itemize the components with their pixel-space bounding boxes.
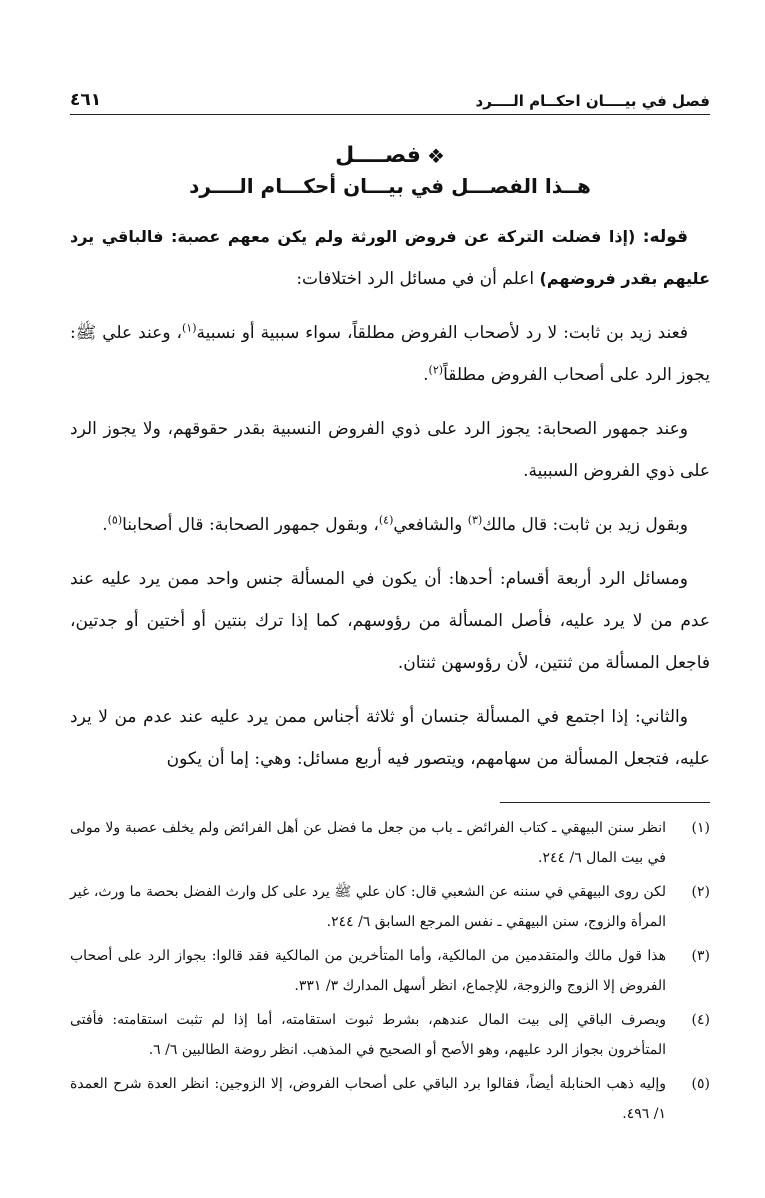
section-label-text: فصــــل bbox=[335, 143, 421, 168]
footnote-ref[interactable]: (٤) bbox=[378, 513, 394, 527]
footnote-ref[interactable]: (٢) bbox=[428, 363, 444, 377]
footnote-divider bbox=[500, 802, 710, 803]
paragraph-6: والثاني: إذا اجتمع في المسألة جنسان أو ثلاثة أجناس ممن يرد عليه عند عدم من لا يرد عليه، فتجعل المسألة من سهامهم، ويتصور فيه أربع مسائل: وهي: إما أن يكون bbox=[70, 707, 710, 769]
section-subtitle: هــذا الفصـــل في بيـــان أحكـــام الــــرد bbox=[189, 174, 591, 198]
paragraph-text: وبقول زيد بن ثابت: قال مالك bbox=[482, 515, 688, 535]
footnote bbox=[70, 813, 710, 873]
paragraph-1 bbox=[70, 216, 710, 300]
paragraph-text: ، وبقول جمهور الصحابة: قال أصحابنا bbox=[122, 515, 379, 535]
paragraph-text: . bbox=[423, 365, 429, 385]
running-title: فصل في بيــــان احكــام الــــرد bbox=[475, 92, 710, 110]
lead-word: قوله: bbox=[642, 227, 688, 247]
paragraph-text: والشافعي bbox=[393, 515, 468, 535]
paragraph-5: ومسائل الرد أربعة أقسام: أحدها: أن يكون في المسألة جنس واحد ممن يرد عليه عند عدم من لا يرد عليه، فأصل المسألة من رؤوسهم، كما إذا ترك بنتين أو أختين أو جدتين، فاجعل المسألة من ثنتين، لأن رؤوسهن ثنتان. bbox=[70, 569, 710, 673]
footnote-text: لكن روى البيهقي في سننه عن الشعبي قال: كان علي ﷺ يرد على كل وارث الفضل بحصة ما ورث، غير المرأة والزوج، سنن البيهقي ـ نفس المرجع السابق ٦/ ٢٤٤. bbox=[70, 884, 666, 930]
section-label bbox=[335, 143, 445, 168]
paragraph-text: فعند زيد بن ثابت: لا رد لأصحاب الفروض مطلقاً، سواء سببية أو نسبية bbox=[196, 323, 688, 343]
footnote-text: انظر سنن البيهقي ـ كتاب الفرائض ـ باب من جعل ما فضل عن أهل الفرائض ولم يخلف عصبة ولا مولى في بيت المال ٦/ ٢٤٤. bbox=[70, 820, 666, 866]
paragraph-text: اعلم أن في مسائل الرد اختلافات: bbox=[296, 269, 540, 289]
paragraph-text: ، وعند علي ﷺ: يجوز الرد على أصحاب الفروض مطلقاً bbox=[70, 323, 710, 385]
footnote-text: وإليه ذهب الحنابلة أيضاً، فقالوا برد الباقي على أصحاب الفروض، إلا الزوجين: انظر العدة شرح العمدة ١/ ٤٩٦. bbox=[70, 1076, 666, 1122]
footnote bbox=[70, 877, 710, 937]
footnote-number: (١) bbox=[691, 820, 710, 836]
footnotes bbox=[70, 813, 710, 1129]
four-diamond-ornament-icon: ❖ bbox=[426, 143, 445, 168]
footnote-text: ويصرف الباقي إلى بيت المال عندهم، بشرط ثبوت استقامته، أما إذا لم تثبت استقامته: فأفتى المتأخرون بجواز الرد عليهم، وهو الأصح أو الصحيح في المذهب. انظر روضة الطالبين ٦/ ٦. bbox=[70, 1012, 666, 1058]
footnote bbox=[70, 941, 710, 1001]
running-header bbox=[70, 80, 710, 115]
paragraph-3: وعند جمهور الصحابة: يجوز الرد على ذوي الفروض النسبية بقدر حقوقهم، ولا يجوز الرد على ذوي الفروض السببية. bbox=[70, 419, 710, 481]
footnote-number: (٥) bbox=[691, 1076, 710, 1092]
book-page bbox=[70, 80, 710, 1133]
footnote-ref[interactable]: (١) bbox=[181, 321, 197, 335]
footnote bbox=[70, 1005, 710, 1065]
section-heading bbox=[70, 143, 710, 198]
paragraph-4 bbox=[70, 504, 710, 546]
paragraph-2 bbox=[70, 312, 710, 396]
footnote-ref[interactable]: (٥) bbox=[107, 513, 123, 527]
footnote-text: هذا قول مالك والمتقدمين من المالكية، وأما المتأخرين من المالكية فقد قالوا: بجواز الرد على أصحاب الفروض إلا الزوج والزوجة، للإجماع، انظر أسهل المدارك ٣/ ٣٣١. bbox=[70, 948, 667, 994]
body-text bbox=[70, 216, 710, 780]
matn-quote: (إذا فضلت التركة عن فروض الورثة ولم يكن معهم عصبة: فالباقي يرد عليهم بقدر فروضهم) bbox=[70, 227, 710, 288]
footnote bbox=[70, 1069, 710, 1129]
page-number: ٤٦١ bbox=[70, 90, 102, 110]
footnote-number: (٣) bbox=[691, 948, 710, 964]
footnote-number: (٢) bbox=[691, 884, 710, 900]
paragraph-text: . bbox=[102, 515, 108, 535]
footnote-number: (٤) bbox=[691, 1012, 710, 1028]
footnote-ref[interactable]: (٣) bbox=[467, 513, 483, 527]
